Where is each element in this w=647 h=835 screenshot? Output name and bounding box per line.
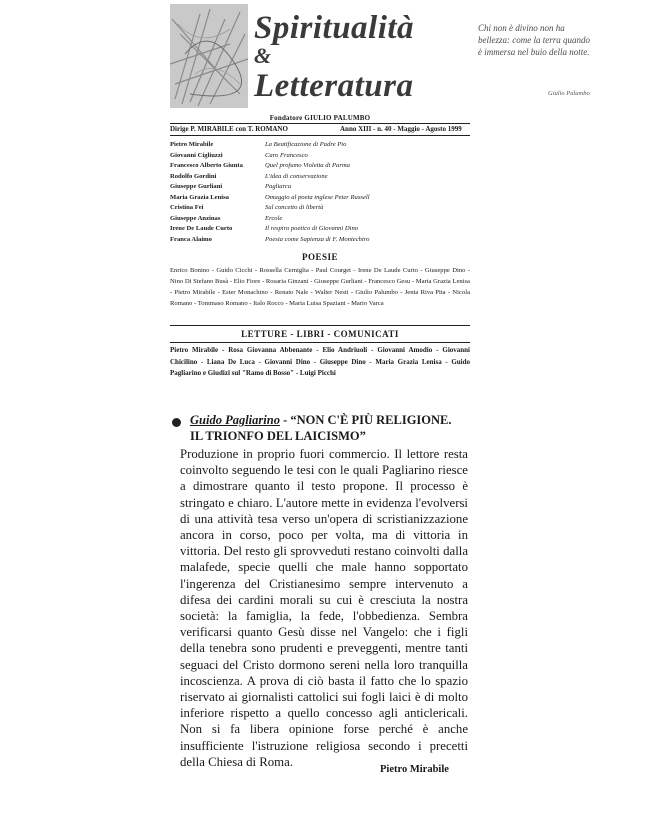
masthead-title-2: Letteratura	[254, 68, 414, 104]
contents-title: Pagliarca	[265, 183, 292, 190]
founder-line: Fondatore GIULIO PALUMBO	[269, 114, 371, 122]
divider	[170, 123, 470, 124]
contents-author: Pietro Mirabile	[170, 141, 214, 148]
contents-title: Sul concetto di libertà	[265, 204, 324, 211]
masthead-ampersand: &	[254, 43, 272, 68]
contents-list	[170, 140, 470, 245]
article-signature: Pietro Mirabile	[380, 764, 449, 775]
heading-separator: -	[279, 413, 291, 427]
letture-list: Pietro Mirabile - Rosa Giovanna Abbenante - Elio Andriuoli - Giovanni Amodio - Giovanni Chicilino - Liana De Luca - Giovanni Dino - Giuseppe Dino - Maria Grazia Lenisa - Guido Pagliarino e Giudizi sul "Ramo di Bosso" - Luigi Picchi	[170, 346, 470, 377]
poesie-heading: POESIE	[301, 252, 338, 262]
masthead-title-1: Spiritualità	[254, 10, 415, 46]
contents-title: La Beatificazione di Padre Pio	[265, 141, 347, 148]
contents-row	[170, 140, 470, 151]
masthead-quote: Chi non è divino non ha bellezza: come la terra quando è immersa nel buio della notte.	[478, 23, 590, 57]
contents-author: Francesco Alberto Giunta	[170, 162, 243, 169]
issue-line: Anno XIII - n. 40 - Maggio - Agosto 1999	[340, 125, 462, 133]
contents-title: Caro Francesco	[265, 151, 308, 159]
contents-author: Franca Alaimo	[170, 235, 212, 243]
contents-row	[170, 182, 470, 193]
quote-author: Giulio Palumbo	[548, 90, 590, 97]
contents-author: Giovanni Cigliuzzi	[170, 151, 223, 159]
divider	[170, 342, 470, 343]
article-heading	[190, 412, 466, 444]
contents-author: Rodolfo Gordini	[170, 172, 217, 180]
contents-row	[170, 235, 470, 246]
direction-line: Dirige P. MIRABILE con T. ROMANO	[170, 125, 288, 133]
contents-title: Quel profumo Violetta di Parma	[265, 162, 350, 169]
contents-title: Omaggio al poeta inglese Peter Russell	[265, 193, 370, 201]
contents-author: Giuseppe Anzinas	[170, 214, 221, 222]
article-title: “NON C'È PIÙ RELIGIONE. IL TRIONFO DEL LAICISMO”	[190, 413, 452, 443]
contents-title: Poesia come Sapienza di F. Montechiro	[265, 235, 370, 243]
contents-author: Maria Grazia Lenisa	[170, 193, 229, 201]
contents-row	[170, 151, 470, 162]
contents-row	[170, 203, 470, 214]
masthead-artwork	[170, 4, 248, 108]
bullet-icon	[172, 418, 181, 427]
contents-row	[170, 214, 470, 225]
contents-author: Cristina Fei	[170, 204, 204, 211]
letture-heading: LETTURE - LIBRI - COMUNICATI	[241, 329, 399, 339]
contents-author: Irene De Laude Curto	[170, 225, 233, 232]
article-author: Guido Pagliarino	[190, 413, 280, 427]
divider	[170, 135, 470, 136]
contents-title: Il respiro poetico di Giovanni Dino	[265, 225, 359, 232]
contents-row	[170, 224, 470, 235]
contents-title: L'idea di conservazione	[265, 172, 328, 180]
article-body: Produzione in proprio fuori commercio. Il lettore resta coinvolto seguendo le tesi con le quali Pagliarino riesce a dimostrare quanto il testo propone. Il processo è stringato e chiaro. L'autore mette in evidenza l'evolversi di una attività tesa verso un'opera di scristianizzazione ancora in corso, poco per volta, ma di vittoria in vittoria. Del resto gli sprovveduti restano coinvolti dalla malafede, specie quelli che male hanno sopportato l'ingerenza del Cristianesimo sempre intervenuto a difesa dei cardini morali su cui è cresciuta la nostra società: la famiglia, la fede, l'obbedienza. Sembra verificarsi quanto Gesù disse nel Vangelo: che i figli della tenebra sono prudenti e preveggenti, mentre tanti seguaci del Cristo dormono sereni nella loro tranquilla incoscienza. A prova di ciò basta il fatto che lo spazio riservato ai giornalisti cattolici sui fogli laici è di molto inferiore rispetto a quello concesso agli anticlericali. Non si fa libera opinione forse perché è anche insufficiente l'istruzione religiosa secondo i precetti della Chiesa di Roma.	[180, 447, 468, 769]
contents-author: Giuseppe Gurliani	[170, 183, 223, 190]
contents-title: Ercole	[265, 214, 283, 222]
contents-row	[170, 161, 470, 172]
divider	[170, 325, 470, 326]
abstract-sketch-image	[170, 4, 248, 108]
contents-row	[170, 193, 470, 204]
poesie-list: Enrico Bonino - Guido Cicchi - Rossella Cerniglia - Paul Courget - Irene De Laude Curto - Giuseppe Dino - Nino Di Stefano Busà - Elio Fiore - Rosaria Ginzani - Giuseppe Gurliani - Francesco Gesu - Maria Grazia Lenisa - Pietro Mirabile - Ester Monachino - Renato Nale - Walter Nesti - Giulio Palumbo - Jenta Riva Pita - Nicola Romano - Tommaso Romano - Italo Rocco - Maria Luisa Spaziani - Mario Varca	[170, 267, 470, 307]
contents-row	[170, 172, 470, 183]
